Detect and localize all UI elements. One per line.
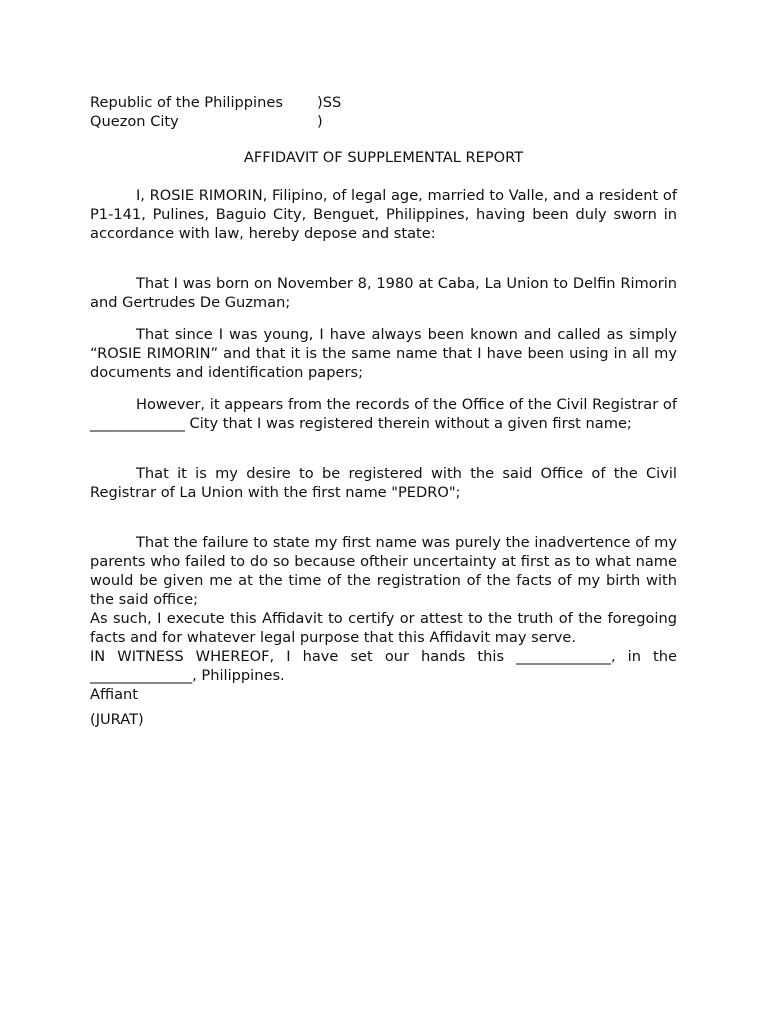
venue-country: Republic of the Philippines (90, 94, 283, 111)
venue-row-city (90, 112, 677, 131)
venue-row-country (90, 93, 677, 112)
venue-city: Quezon City (90, 113, 179, 130)
paragraph-born: That I was born on November 8, 1980 at Caba, La Union to Delfin Rimorin and Gertrudes De Guzman; (90, 275, 677, 311)
paragraph-known: That since I was young, I have always been known and called as simply “ROSIE RIMORIN” and that it is the same name that I have been using in all my documents and identification papers; (90, 326, 677, 381)
document-page (90, 93, 677, 729)
venue-city-mark: ) (317, 113, 323, 130)
document-title: AFFIDAVIT OF SUPPLEMENTAL REPORT (243, 149, 524, 166)
affiant-label: Affiant (90, 686, 139, 703)
paragraph-witness: IN WITNESS WHEREOF, I have set our hands this _____________, in the ______________, Philippines. (90, 648, 677, 684)
paragraph-desire: That it is my desire to be registered with the said Office of the Civil Registrar of La Union with the first name "PEDRO"; (90, 465, 677, 501)
paragraph-execute: As such, I execute this Affidavit to certify or attest to the truth of the foregoing facts and for whatever legal purpose that this Affidavit may serve. (90, 610, 677, 646)
jurat-label: (JURAT) (90, 711, 144, 728)
venue-country-mark: )SS (317, 94, 342, 111)
paragraph-intro: I, ROSIE RIMORIN, Filipino, of legal age, married to Valle, and a resident of P1-141, Pulines, Baguio City, Benguet, Philippines, having been duly sworn in accordance with law, hereby depose and state: (90, 187, 677, 242)
paragraph-failure: That the failure to state my first name was purely the inadvertence of my parents who failed to do so because oftheir uncertainty at first as to what name would be given me at the time of the registration of the facts of my birth with the said office; (90, 534, 677, 608)
venue-block (90, 93, 677, 131)
paragraph-appears: However, it appears from the records of the Office of the Civil Registrar of _____________ City that I was registered therein without a given first name; (90, 396, 677, 432)
